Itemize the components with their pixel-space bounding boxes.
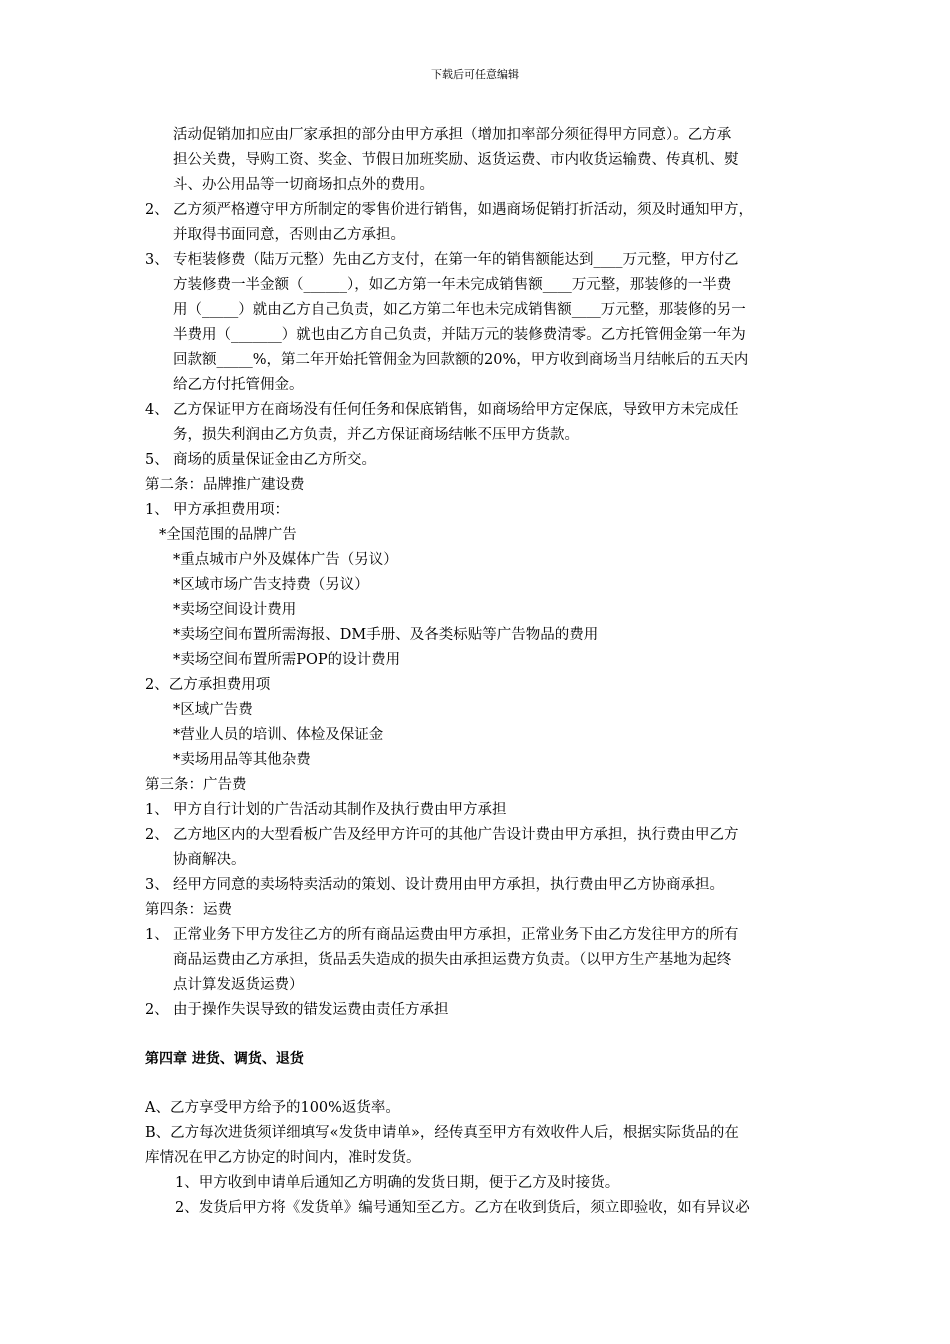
text-line: [145, 1171, 825, 1196]
line-text: 商场的质量保证金由乙方所交。: [173, 452, 376, 468]
text-line: [145, 348, 825, 373]
line-text: 务，损失利润由乙方负责，并乙方保证商场结帐不压甲方货款。: [173, 427, 579, 443]
text-line: [145, 298, 825, 323]
text-line: [145, 773, 825, 798]
item-number: 2、: [145, 1002, 169, 1018]
text-line: [145, 123, 825, 148]
text-line: [145, 923, 825, 948]
line-text: 甲方承担费用项：: [173, 502, 289, 518]
item-number: 1、: [145, 802, 169, 818]
text-line: [145, 323, 825, 348]
line-text: *区域市场广告支持费（另议）: [173, 577, 369, 593]
text-line: [145, 523, 825, 548]
text-line: [145, 998, 825, 1023]
text-line: [145, 1196, 825, 1221]
line-text: 正常业务下甲方发往乙方的所有商品运费由甲方承担，正常业务下由乙方发往甲方的所有: [173, 927, 739, 943]
line-text: 回款额_____%，第二年开始托管佣金为回款额的20%，甲方收到商场当月结帐后的五天内: [173, 352, 749, 368]
text-line: [145, 973, 825, 998]
text-line: [145, 198, 825, 223]
text-line: [145, 548, 825, 573]
page-header: 下载后可任意编辑: [431, 68, 519, 81]
line-text: *卖场空间设计费用: [173, 602, 297, 618]
section-heading: [145, 1047, 825, 1072]
text-line: [145, 698, 825, 723]
item-number: 1、: [145, 502, 169, 518]
text-line: [145, 423, 825, 448]
line-text: *卖场空间布置所需海报、DM手册、及各类标贴等广告物品的费用: [173, 627, 599, 643]
text-line: [145, 173, 825, 198]
blank-line: [145, 1072, 825, 1096]
line-text: 给乙方付托管佣金。: [173, 377, 304, 393]
text-line: [145, 448, 825, 473]
line-text: A、乙方享受甲方给予的100%返货率。: [145, 1100, 400, 1116]
text-line: [145, 1146, 825, 1171]
line-text: *营业人员的培训、体检及保证金: [173, 727, 384, 743]
line-text: 由于操作失误导致的错发运费由责任方承担: [173, 1002, 449, 1018]
line-text: *区域广告费: [173, 702, 253, 718]
text-line: [145, 1121, 825, 1146]
item-number: 2、: [145, 827, 169, 843]
line-text: 专柜装修费（陆万元整）先由乙方支付，在第一年的销售额能达到____万元整，甲方付乙: [173, 252, 739, 268]
item-number: 3、: [145, 877, 169, 893]
text-line: [145, 148, 825, 173]
text-line: [145, 598, 825, 623]
line-text: *卖场空间布置所需POP的设计费用: [173, 652, 401, 668]
line-text: 担公关费，导购工资、奖金、节假日加班奖励、返货运费、市内收货运输费、传真机、熨: [173, 152, 739, 168]
text-line: [145, 398, 825, 423]
text-line: [145, 748, 825, 773]
line-text: *重点城市户外及媒体广告（另议）: [173, 552, 398, 568]
text-line: [145, 723, 825, 748]
line-text: 第三条：广告费: [145, 777, 247, 793]
text-line: [145, 473, 825, 498]
text-line: [145, 273, 825, 298]
line-text: *卖场用品等其他杂费: [173, 752, 311, 768]
item-number: 5、: [145, 452, 169, 468]
text-line: [145, 498, 825, 523]
line-text: 乙方保证甲方在商场没有任何任务和保底销售，如商场给甲方定保底，导致甲方未完成任: [173, 402, 739, 418]
line-text: 并取得书面同意，否则由乙方承担。: [173, 227, 405, 243]
line-text: 乙方地区内的大型看板广告及经甲方许可的其他广告设计费由甲方承担，执行费由甲乙方: [173, 827, 739, 843]
text-line: [145, 373, 825, 398]
text-line: [145, 823, 825, 848]
text-line: [145, 673, 825, 698]
line-text: 第四章 进货、调货、退货: [145, 1051, 304, 1067]
line-text: 斗、办公用品等一切商场扣点外的费用。: [173, 177, 434, 193]
text-line: [145, 1096, 825, 1121]
line-text: 半费用（_______）就也由乙方自己负责，并陆万元的装修费清零。乙方托管佣金第一年为: [173, 327, 746, 343]
text-line: [145, 648, 825, 673]
line-text: 经甲方同意的卖场特卖活动的策划、设计费用由甲方承担，执行费由甲乙方协商承担。: [173, 877, 724, 893]
line-text: 2、发货后甲方将《发货单》编号通知至乙方。乙方在收到货后，须立即验收，如有异议必: [175, 1200, 750, 1216]
line-text: *全国范围的品牌广告: [159, 527, 297, 543]
text-line: [145, 623, 825, 648]
text-line: [145, 948, 825, 973]
line-text: 1、甲方收到申请单后通知乙方明确的发货日期，便于乙方及时接货。: [175, 1175, 620, 1191]
text-line: [145, 798, 825, 823]
line-text: 用（_____）就由乙方自己负责，如乙方第二年也未完成销售额____万元整，那装修的另一: [173, 302, 746, 318]
item-number: 4、: [145, 402, 169, 418]
line-text: 方装修费一半金额（______），如乙方第一年未完成销售额____万元整，那装修的一半费: [173, 277, 732, 293]
item-number: 1、: [145, 927, 169, 943]
line-text: 乙方须严格遵守甲方所制定的零售价进行销售，如遇商场促销打折活动，须及时通知甲方，: [173, 202, 753, 218]
item-number: 2、: [145, 202, 169, 218]
text-line: [145, 248, 825, 273]
line-text: 库情况在甲乙方协定的时间内，准时发货。: [145, 1150, 421, 1166]
text-line: [145, 873, 825, 898]
line-text: 协商解决。: [173, 852, 246, 868]
line-text: 商品运费由乙方承担，货品丢失造成的损失由承担运费方负责。（以甲方生产基地为起终: [173, 952, 732, 968]
text-line: [145, 898, 825, 923]
line-text: 第四条：运费: [145, 902, 232, 918]
item-number: 3、: [145, 252, 169, 268]
document-body: [145, 123, 825, 1221]
text-line: [145, 573, 825, 598]
line-text: 点计算发返货运费）: [173, 977, 304, 993]
text-line: [145, 223, 825, 248]
line-text: B、乙方每次进货须详细填写«发货申请单»，经传真至甲方有效收件人后，根据实际货品的在: [145, 1125, 739, 1141]
line-text: 2、乙方承担费用项: [145, 677, 271, 693]
line-text: 甲方自行计划的广告活动其制作及执行费由甲方承担: [173, 802, 507, 818]
blank-line: [145, 1023, 825, 1047]
text-line: [145, 848, 825, 873]
line-text: 第二条：品牌推广建设费: [145, 477, 305, 493]
line-text: 活动促销加扣应由厂家承担的部分由甲方承担（增加扣率部分须征得甲方同意）。乙方承: [173, 127, 732, 143]
